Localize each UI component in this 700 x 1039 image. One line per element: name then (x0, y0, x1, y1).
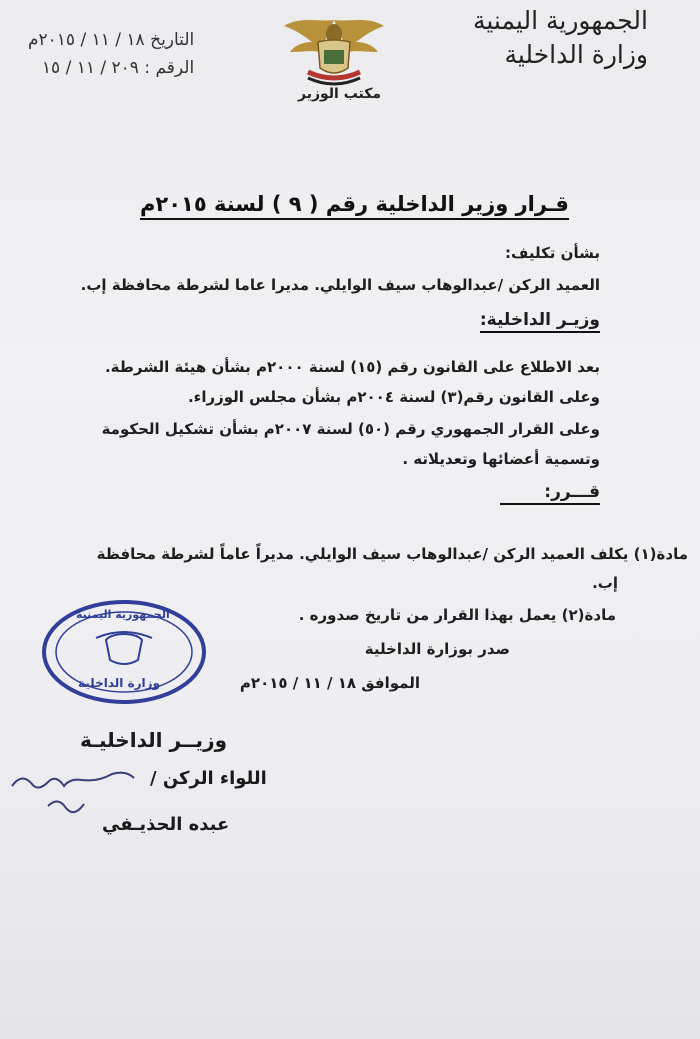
signatory-name: عبده الحذيـفي (102, 814, 230, 835)
decision-title: قـرار وزير الداخلية رقم ( ٩ ) لسنة ٢٠١٥م (140, 192, 569, 220)
decision-heading: قـــرر: (500, 482, 600, 505)
stamp-top-text: الجمهورية اليمنية (76, 608, 170, 621)
signatory-title: وزيــر الداخليـة (80, 728, 228, 752)
subject-text: العميد الركن /عبدالوهاب سيف الوايلي. مديرا عاما لشرطة محافظة إب. (80, 276, 600, 294)
subject-label: بشأن تكليف: (504, 244, 600, 262)
article-2: مادة(٢) يعمل بهذا القرار من تاريخ صدوره . (298, 606, 616, 624)
issued-date: الموافق ١٨ / ١١ / ٢٠١٥م (239, 674, 420, 692)
preamble-line: وعلى القانون رقم(٣) لسنة ٢٠٠٤م بشأن مجلس الوزراء. (187, 388, 600, 406)
date-line: التاريخ ١٨ / ١١ / ٢٠١٥م (28, 30, 195, 50)
minister-office-label: مكتب الوزير (298, 86, 382, 102)
article-1-cont: إب. (592, 574, 618, 592)
issued-at: صدر بوزارة الداخلية (364, 640, 510, 658)
stamp-bottom-text: وزارة الداخلية (78, 676, 161, 690)
letterhead-left (28, 26, 194, 82)
yemen-eagle-emblem-icon (278, 12, 390, 92)
letterhead-right (473, 4, 648, 72)
reference-number: الرقم : ٢٠٩ / ١١ / ١٥ (41, 58, 195, 78)
ministry-name: وزارة الداخلية (504, 40, 648, 69)
signatory-rank: اللواء الركن / (150, 768, 267, 789)
handwritten-signature-icon (8, 760, 138, 830)
preamble-line: وعلى القرار الجمهوري رقم (٥٠) لسنة ٢٠٠٧م بشأن تشكيل الحكومة (101, 420, 600, 438)
article-1: مادة(١) يكلف العميد الركن /عبدالوهاب سيف الوايلي. مديراً عاماً لشرطة محافظة (96, 545, 688, 563)
preamble-heading: وزيـر الداخلية: (480, 310, 600, 333)
preamble-line: وتسمية أعضائها وتعديلاته . (402, 450, 600, 468)
preamble-line: بعد الاطلاع على القانون رقم (١٥) لسنة ٢٠٠٠م بشأن هيئة الشرطة. (104, 358, 600, 376)
republic-name: الجمهورية اليمنية (472, 6, 648, 35)
